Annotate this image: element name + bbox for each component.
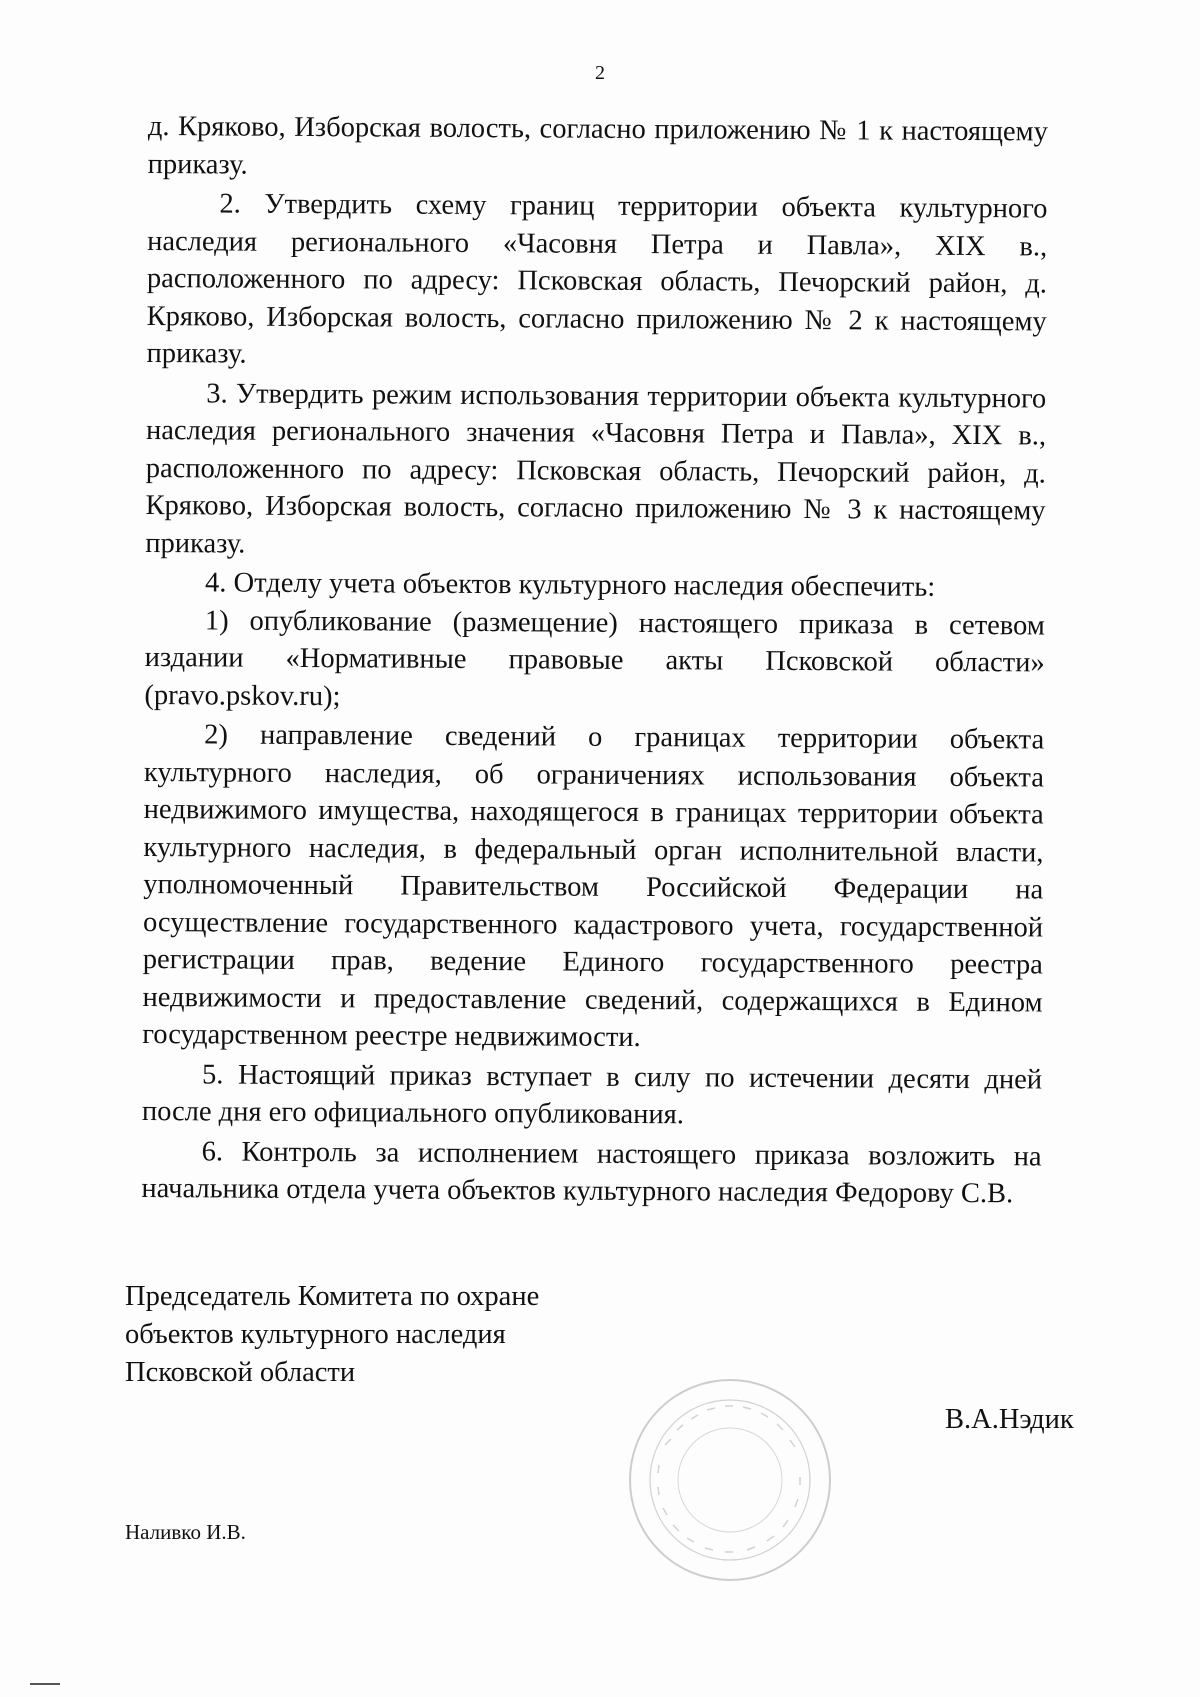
signature-title-line-3: Псковской области <box>125 1357 356 1388</box>
official-seal-icon <box>625 1375 835 1585</box>
signature-title-line-1: Председатель Комитета по охране <box>125 1281 540 1312</box>
paragraph-item-3: 3. Утвердить режим использования территории объекта культурного наследия регионального значения «Часовня Петра и Павла», XIX в., расположенного по адресу: Псковская область, Печорский район, д. Кряково, Изборская волость, согласно приложению № 3 к настоящему приказу. <box>145 377 1047 560</box>
paragraph-item-6: 6. Контроль за исполнением настоящего приказа возложить на начальника отдела учета объектов культурного наследия Федорову С.В. <box>141 1135 1042 1210</box>
document-body <box>141 108 1048 1213</box>
page-number: 2 <box>595 62 605 84</box>
paragraph-subitem-1: 1) опубликование (размещение) настоящего приказа в сетевом издании «Нормативные правовые акты Псковской области» (pravo.pskov.ru); <box>144 604 1045 712</box>
paragraph-item-4: 4. Отделу учета объектов культурного наследия обеспечить: <box>205 567 936 603</box>
paragraph-continuation: д. Кряково, Изборская волость, согласно приложению № 1 к настоящему приказу. <box>147 110 1048 181</box>
paragraph-subitem-2: 2) направление сведений о границах территории объекта культурного наследия, об ограничениях использования объекта недвижимого имущества, находящегося в границах территории объекта культурного наследия, в федеральный орган исполнительной власти, уполномоченный Правительством Российской Федерации на осуществление государственного кадастрового учета, государственной регистрации прав, ведение Единого государственного реестра недвижимости и предоставление сведений, содержащихся в Едином государственном реестре недвижимости. <box>142 719 1045 1054</box>
executor-name: Наливко И.В. <box>125 1520 246 1544</box>
paragraph-item-2: 2. Утвердить схему границ территории объекта культурного наследия регионального «Часовня Петра и Павла», XIX в., расположенного по адресу: Псковская область, Печорский район, д. Кряково, Изборская волость, согласно приложению № 2 к настоящему приказу. <box>146 188 1048 370</box>
page-corner-mark <box>30 1683 60 1685</box>
signature-title <box>125 1278 585 1392</box>
signature-title-line-2: объектов культурного наследия <box>125 1319 506 1350</box>
paragraph-item-5: 5. Настоящий приказ вступает в силу по истечении десяти дней после дня его официального опубликования. <box>141 1058 1043 1131</box>
signer-name: В.А.Нэдик <box>945 1404 1074 1435</box>
